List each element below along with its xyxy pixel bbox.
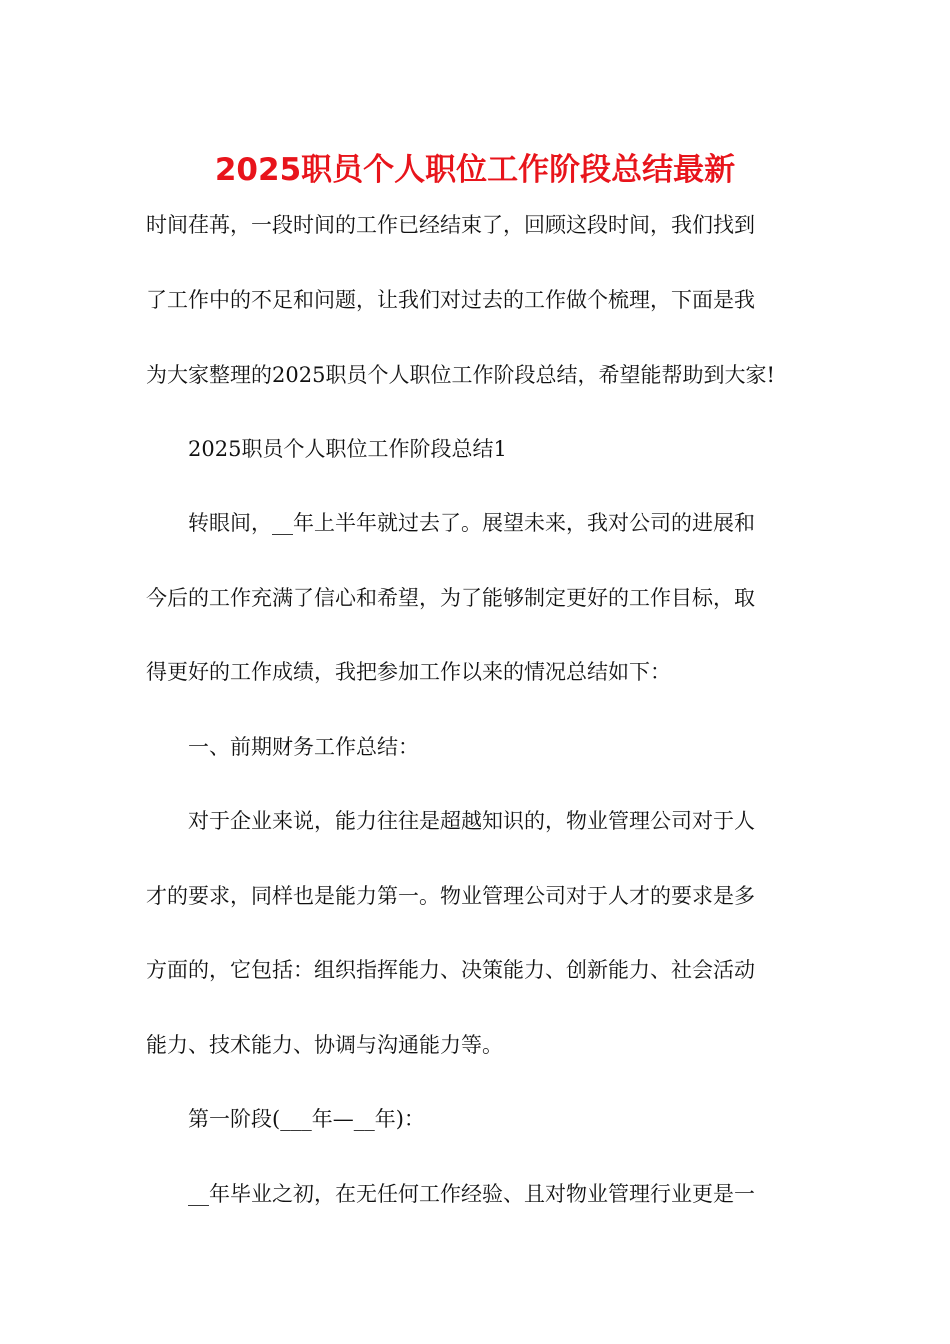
document-title: 2025职员个人职位工作阶段总结最新 <box>214 152 736 188</box>
section-heading: 2025职员个人职位工作阶段总结1 <box>188 437 507 461</box>
paragraph-line: 今后的工作充满了信心和希望，为了能够制定更好的工作目标，取 <box>146 586 755 610</box>
paragraph-line: 才的要求，同样也是能力第一。物业管理公司对于人才的要求是多 <box>146 884 755 908</box>
paragraph-line: 得更好的工作成绩，我把参加工作以来的情况总结如下： <box>146 660 671 684</box>
subheading: 一、前期财务工作总结： <box>188 735 419 759</box>
intro-line: 为大家整理的2025职员个人职位工作阶段总结，希望能帮助到大家! <box>146 363 775 387</box>
stage-heading: 第一阶段(___年—__年)： <box>188 1107 425 1131</box>
paragraph-line: 对于企业来说，能力往往是超越知识的，物业管理公司对于人 <box>188 809 755 833</box>
paragraph-line: 转眼间，__年上半年就过去了。展望未来，我对公司的进展和 <box>188 511 755 535</box>
paragraph-line: __年毕业之初，在无任何工作经验、且对物业管理行业更是一 <box>188 1182 755 1206</box>
paragraph-line: 方面的，它包括：组织指挥能力、决策能力、创新能力、社会活动 <box>146 958 755 982</box>
intro-line: 时间荏苒，一段时间的工作已经结束了，回顾这段时间，我们找到 <box>146 213 755 237</box>
intro-line: 了工作中的不足和问题，让我们对过去的工作做个梳理，下面是我 <box>146 288 755 312</box>
paragraph-line: 能力、技术能力、协调与沟通能力等。 <box>146 1033 503 1057</box>
